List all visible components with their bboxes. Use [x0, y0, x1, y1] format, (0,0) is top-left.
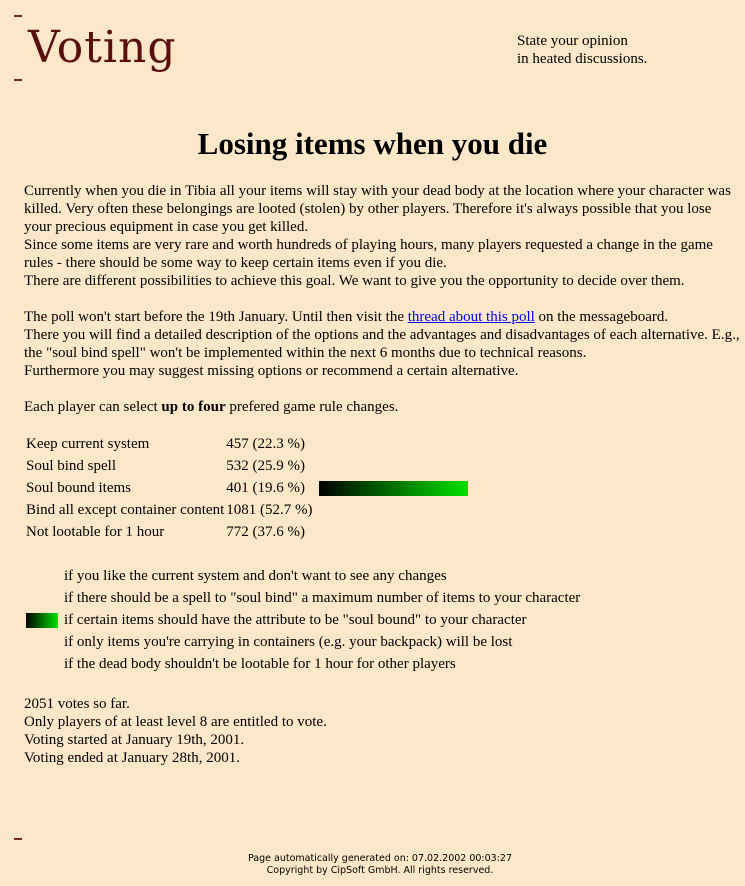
footer-generated: Page automatically generated on: 07.02.2002 00:03:27 — [247, 853, 513, 864]
legend-table — [24, 565, 580, 675]
tagline-line-2: in heated discussions. — [517, 51, 648, 67]
result-row — [24, 499, 468, 521]
legend-row — [24, 653, 580, 675]
legend-swatch-cell — [24, 587, 64, 609]
intro-line-3: There are different possibilities to achieve this goal. We want to give you the opportunity to decide over them. — [24, 273, 685, 289]
legend-text: if only items you're carrying in containers (e.g. your backpack) will be lost — [64, 634, 513, 650]
poll-info-text: The poll won't start before the 19th January. Until then visit the — [24, 309, 408, 325]
corner-mark-top-lower — [14, 79, 22, 81]
legend-text: if you like the current system and don't want to see any changes — [64, 568, 447, 584]
voting-end-date: Voting ended at January 28th, 2001. — [24, 750, 240, 766]
result-row — [24, 455, 468, 477]
legend-swatch-cell — [24, 631, 64, 653]
legend-text: if there should be a spell to "soul bind" a maximum number of items to your character — [64, 590, 581, 606]
result-row — [24, 521, 468, 543]
legend-row — [24, 631, 580, 653]
legend-row — [24, 609, 580, 631]
legend-row — [24, 587, 580, 609]
poll-thread-link[interactable]: thread about this poll — [407, 309, 535, 325]
intro-paragraph — [24, 182, 740, 290]
voting-stats — [24, 695, 740, 767]
result-votes: 532 (25.9 %) — [226, 458, 306, 474]
legend-row — [24, 565, 580, 587]
legend-swatch-cell — [24, 609, 64, 631]
selection-limit: up to four — [161, 399, 226, 415]
result-row — [24, 433, 468, 455]
result-label: Soul bind spell — [26, 458, 117, 474]
result-bar-cell — [317, 499, 468, 521]
page-title: Losing items when you die — [197, 126, 548, 161]
result-votes: 401 (19.6 %) — [226, 480, 306, 496]
result-bar-cell — [317, 477, 468, 499]
legend-text: if certain items should have the attribute to be "soul bound" to your character — [64, 612, 527, 628]
intro-line-1: Currently when you die in Tibia all your items will stay with your dead body at the location where your character was killed. Very often these belongings are looted (stolen) by other players. Therefore it's always possible that you lose your precious equipment in case you get killed. — [24, 183, 731, 235]
legend-swatch — [26, 613, 58, 628]
tagline — [517, 32, 647, 68]
legend-swatch-cell — [24, 653, 64, 675]
result-label: Keep current system — [26, 436, 150, 452]
main-content — [24, 182, 740, 767]
footer — [0, 853, 745, 877]
tagline-line-1: State your opinion — [517, 33, 628, 49]
corner-mark-top — [14, 15, 22, 17]
votes-count: 2051 votes so far. — [24, 696, 130, 712]
corner-mark-bottom — [14, 838, 22, 840]
intro-line-2: Since some items are very rare and worth hundreds of playing hours, many players requested a change in the game rules - there should be some way to keep certain items even if you die. — [24, 237, 713, 271]
result-votes: 1081 (52.7 %) — [226, 502, 313, 518]
result-bar-cell — [317, 455, 468, 477]
voting-logo: Voting — [28, 22, 177, 73]
poll-info-line-2: There you will find a detailed description of the options and the advantages and disadvantages of each alternative. E.g., the "soul bind spell" won't be implemented within the next 6 months due to technical reasons. — [24, 327, 740, 361]
result-votes: 457 (22.3 %) — [226, 436, 306, 452]
results-table — [24, 433, 468, 543]
eligibility-note: Only players of at least level 8 are entitled to vote. — [24, 714, 327, 730]
result-label: Soul bound items — [26, 480, 132, 496]
result-votes: 772 (37.6 %) — [226, 524, 306, 540]
voting-start-date: Voting started at January 19th, 2001. — [24, 732, 245, 748]
poll-info-paragraph — [24, 308, 740, 380]
footer-copyright: Copyright by CipSoft GmbH. All rights reserved. — [266, 865, 494, 876]
result-label: Not lootable for 1 hour — [26, 524, 165, 540]
selection-note: Each player can select up to four prefered game rule changes. — [24, 399, 399, 415]
result-bar — [319, 481, 468, 496]
legend-text: if the dead body shouldn't be lootable for 1 hour for other players — [64, 656, 456, 672]
poll-info-text-after: on the messageboard. — [534, 309, 669, 325]
poll-info-line-3: Furthermore you may suggest missing options or recommend a certain alternative. — [24, 363, 519, 379]
result-row — [24, 477, 468, 499]
result-bar-cell — [317, 433, 468, 455]
legend-swatch-cell — [24, 565, 64, 587]
result-bar-cell — [317, 521, 468, 543]
result-label: Bind all except container content — [26, 502, 225, 518]
